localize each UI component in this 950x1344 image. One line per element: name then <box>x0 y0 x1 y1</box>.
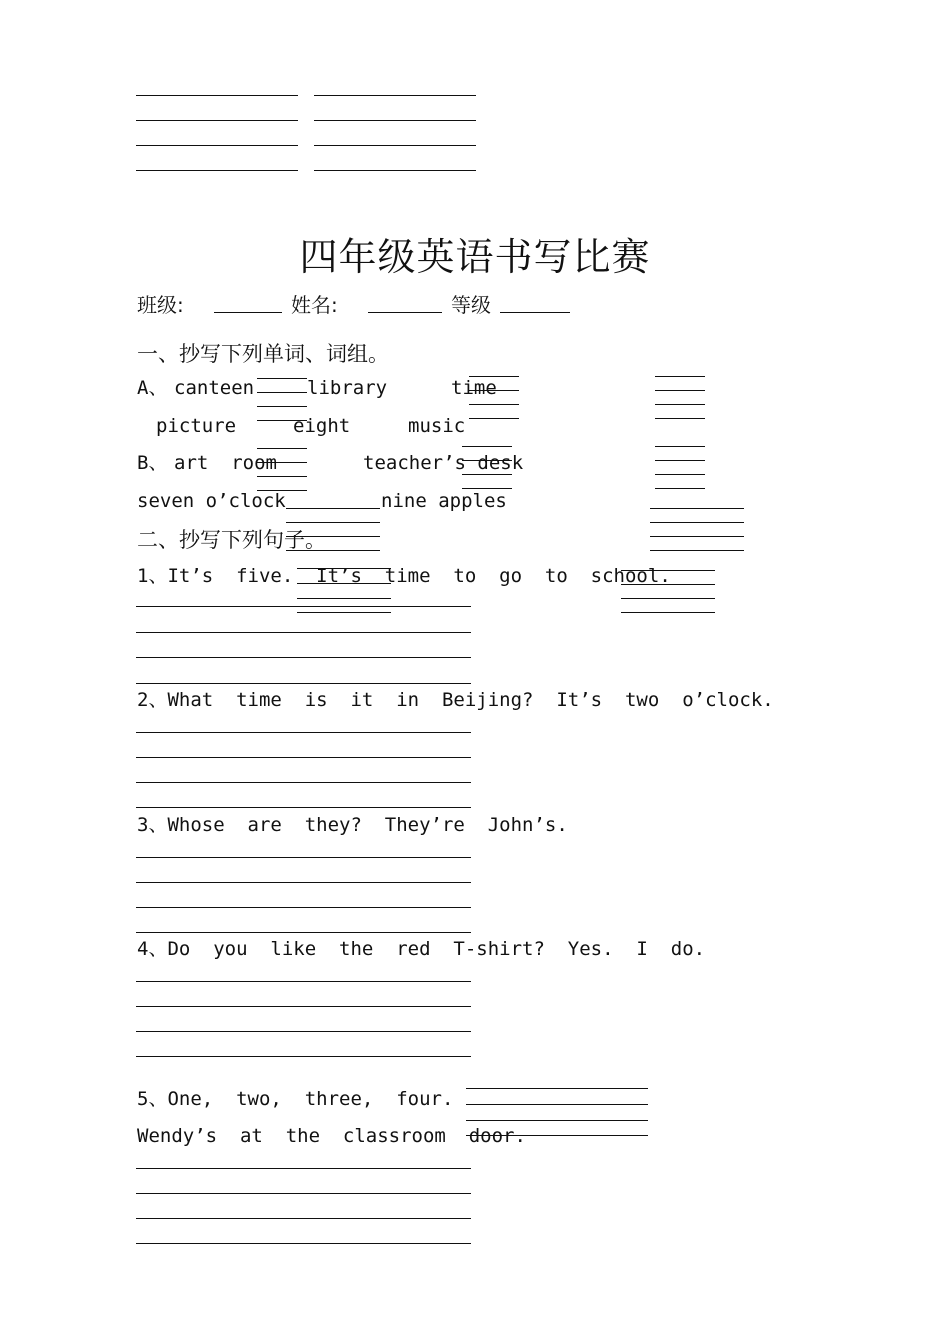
writing-line[interactable] <box>257 392 307 393</box>
name-field[interactable] <box>368 312 442 313</box>
writing-line[interactable] <box>136 632 471 633</box>
writing-line[interactable] <box>286 522 380 523</box>
writing-line[interactable] <box>136 981 471 982</box>
writing-line[interactable] <box>297 583 391 584</box>
word-art-room: art room <box>174 452 277 474</box>
writing-line[interactable] <box>469 404 519 405</box>
page-title: 四年级英语书写比赛 <box>299 235 651 279</box>
row-a-label: A、 <box>137 377 168 399</box>
writing-line[interactable] <box>469 390 519 391</box>
writing-line[interactable] <box>136 932 471 933</box>
writing-line[interactable] <box>136 1193 471 1194</box>
writing-line[interactable] <box>650 550 744 551</box>
writing-line[interactable] <box>297 568 391 569</box>
writing-line[interactable] <box>136 657 471 658</box>
writing-line[interactable] <box>466 1104 648 1105</box>
ruled-line <box>314 170 476 171</box>
writing-line[interactable] <box>136 683 471 684</box>
writing-line[interactable] <box>286 508 380 509</box>
writing-line[interactable] <box>462 460 512 461</box>
writing-line[interactable] <box>462 474 512 475</box>
writing-line[interactable] <box>257 378 307 379</box>
writing-line[interactable] <box>136 1056 471 1057</box>
writing-line[interactable] <box>257 406 307 407</box>
writing-line[interactable] <box>257 462 307 463</box>
writing-line[interactable] <box>655 488 705 489</box>
ruled-line <box>136 145 298 146</box>
writing-line[interactable] <box>297 612 391 613</box>
writing-line[interactable] <box>621 570 715 571</box>
ruled-line <box>136 120 298 121</box>
writing-line[interactable] <box>136 1031 471 1032</box>
sentence-3: 3、Whose are they? They’re John’s. <box>137 814 568 836</box>
writing-line[interactable] <box>136 1243 471 1244</box>
writing-line[interactable] <box>469 376 519 377</box>
writing-line[interactable] <box>466 1135 648 1136</box>
row-b-label: B、 <box>137 452 168 474</box>
word-time: time <box>451 377 497 399</box>
writing-line[interactable] <box>621 612 715 613</box>
sentence-2: 2、What time is it in Beijing? It’s two o’clock. <box>137 689 774 711</box>
ruled-line <box>314 95 476 96</box>
writing-line[interactable] <box>655 404 705 405</box>
writing-line[interactable] <box>136 782 471 783</box>
writing-line[interactable] <box>257 476 307 477</box>
word-canteen: canteen <box>174 377 255 399</box>
writing-line[interactable] <box>136 732 471 733</box>
section1-heading: 一、抄写下列单词、词组。 <box>137 342 389 366</box>
writing-line[interactable] <box>136 907 471 908</box>
sentence-5b: Wendy’s at the classroom door. <box>137 1125 526 1147</box>
word-nine-apples: nine apples <box>381 490 507 512</box>
grade-field[interactable] <box>500 312 570 313</box>
writing-line[interactable] <box>462 488 512 489</box>
ruled-line <box>314 120 476 121</box>
word-music: music <box>408 415 466 437</box>
writing-line[interactable] <box>655 418 705 419</box>
writing-line[interactable] <box>655 390 705 391</box>
word-teachers-desk: teacher’s desk <box>363 452 524 474</box>
writing-line[interactable] <box>655 376 705 377</box>
writing-line[interactable] <box>257 420 307 421</box>
ruled-line <box>136 170 298 171</box>
writing-line[interactable] <box>462 446 512 447</box>
sentence-1: 1、It’s five. It’s time to go to school. <box>137 565 671 587</box>
writing-line[interactable] <box>136 1168 471 1169</box>
writing-line[interactable] <box>136 1006 471 1007</box>
writing-line[interactable] <box>621 584 715 585</box>
writing-line[interactable] <box>650 536 744 537</box>
sentence-4: 4、Do you like the red T-shirt? Yes. I do. <box>137 938 706 960</box>
writing-line[interactable] <box>257 490 307 491</box>
name-label: 姓名: <box>291 293 338 317</box>
writing-line[interactable] <box>655 474 705 475</box>
word-eight: eight <box>293 415 351 437</box>
word-seven-oclock: seven o’clock <box>137 490 286 512</box>
writing-line[interactable] <box>466 1120 648 1121</box>
word-library: library <box>307 377 388 399</box>
writing-line[interactable] <box>655 446 705 447</box>
writing-line[interactable] <box>297 598 391 599</box>
ruled-line <box>136 95 298 96</box>
writing-line[interactable] <box>650 508 744 509</box>
writing-line[interactable] <box>650 522 744 523</box>
writing-line[interactable] <box>136 606 471 607</box>
class-label: 班级: <box>137 293 184 317</box>
writing-line[interactable] <box>655 460 705 461</box>
writing-line[interactable] <box>136 857 471 858</box>
writing-line[interactable] <box>257 448 307 449</box>
writing-line[interactable] <box>469 418 519 419</box>
word-picture: picture <box>156 415 237 437</box>
writing-line[interactable] <box>136 1218 471 1219</box>
writing-line[interactable] <box>466 1088 648 1089</box>
section2-heading: 二、抄写下列句子。 <box>137 528 326 552</box>
writing-line[interactable] <box>621 598 715 599</box>
writing-line[interactable] <box>136 807 471 808</box>
grade-label: 等级 <box>451 293 491 317</box>
writing-line[interactable] <box>136 882 471 883</box>
writing-line[interactable] <box>136 757 471 758</box>
class-field[interactable] <box>214 312 282 313</box>
ruled-line <box>314 145 476 146</box>
sentence-5a: 5、One, two, three, four. <box>137 1088 454 1110</box>
